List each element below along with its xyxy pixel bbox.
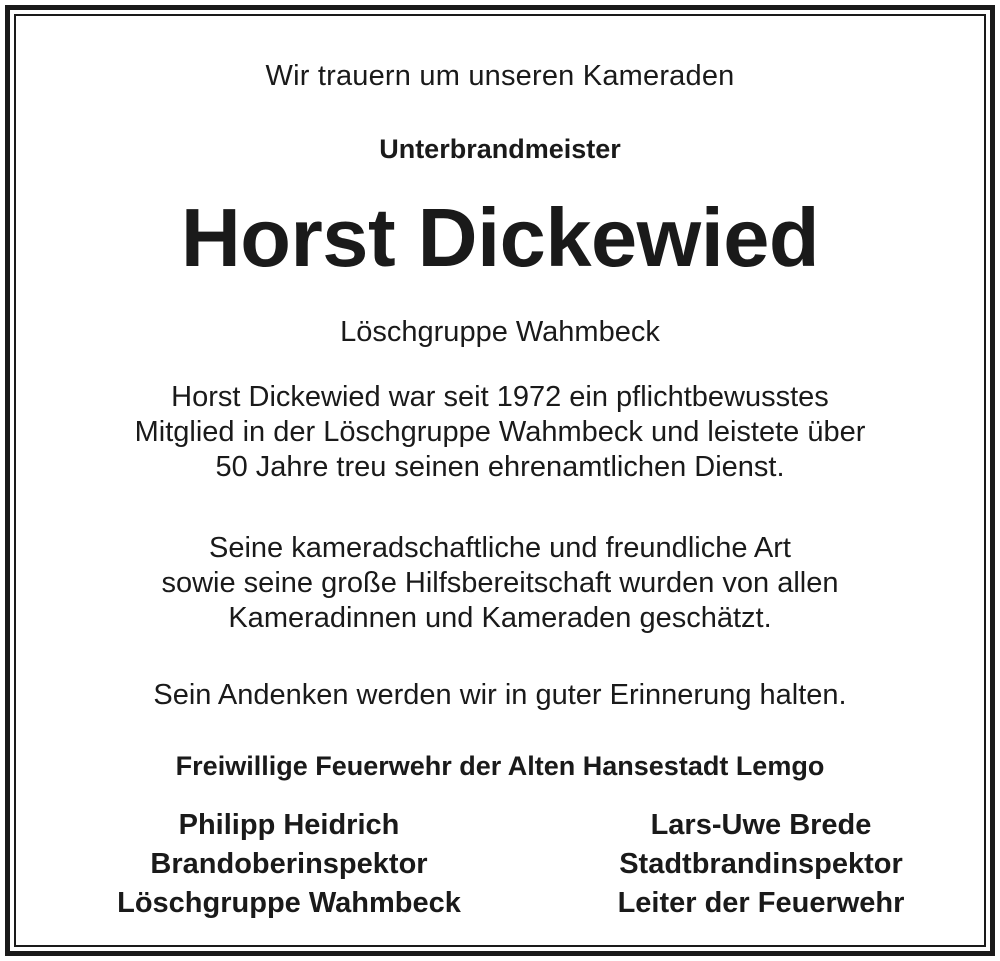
organization-name: Freiwillige Feuerwehr der Alten Hansestadt Lemgo: [175, 751, 825, 781]
paragraph-line: 50 Jahre treu seinen ehrenamtlichen Dienst.: [215, 451, 785, 483]
intro-line: Wir trauern um unseren Kameraden: [265, 60, 735, 92]
obituary-notice: [5, 5, 995, 956]
paragraph-memory: [16, 678, 984, 713]
signatory-title: Stadtbrandinspektor: [619, 848, 903, 880]
signatory-right: [516, 806, 1000, 923]
paragraph-character: [16, 531, 984, 636]
signatory-name: Philipp Heidrich: [178, 809, 400, 841]
paragraph-service: [16, 380, 984, 485]
signatory-unit: Leiter der Feuerwehr: [617, 887, 905, 919]
paragraph-line: Horst Dickewied war seit 1972 ein pflichtbewusstes: [171, 381, 829, 413]
paragraph-line: Sein Andenken werden wir in guter Erinnerung halten.: [153, 679, 847, 711]
signatory-name: Lars-Uwe Brede: [650, 809, 872, 841]
signatory-unit: Löschgruppe Wahmbeck: [117, 887, 461, 919]
paragraph-line: Mitglied in der Löschgruppe Wahmbeck und leistete über: [134, 416, 866, 448]
paragraph-line: Seine kameradschaftliche und freundliche Art: [209, 532, 791, 564]
inner-frame: [14, 14, 986, 947]
signatory-left: [49, 806, 529, 923]
rank-title: Unterbrandmeister: [379, 134, 621, 164]
unit-name: Löschgruppe Wahmbeck: [340, 316, 660, 348]
deceased-name: Horst Dickewied: [180, 191, 820, 284]
signatory-title: Brandoberinspektor: [150, 848, 428, 880]
paragraph-line: sowie seine große Hilfsbereitschaft wurden von allen: [161, 567, 839, 599]
paragraph-line: Kameradinnen und Kameraden geschätzt.: [228, 602, 772, 634]
